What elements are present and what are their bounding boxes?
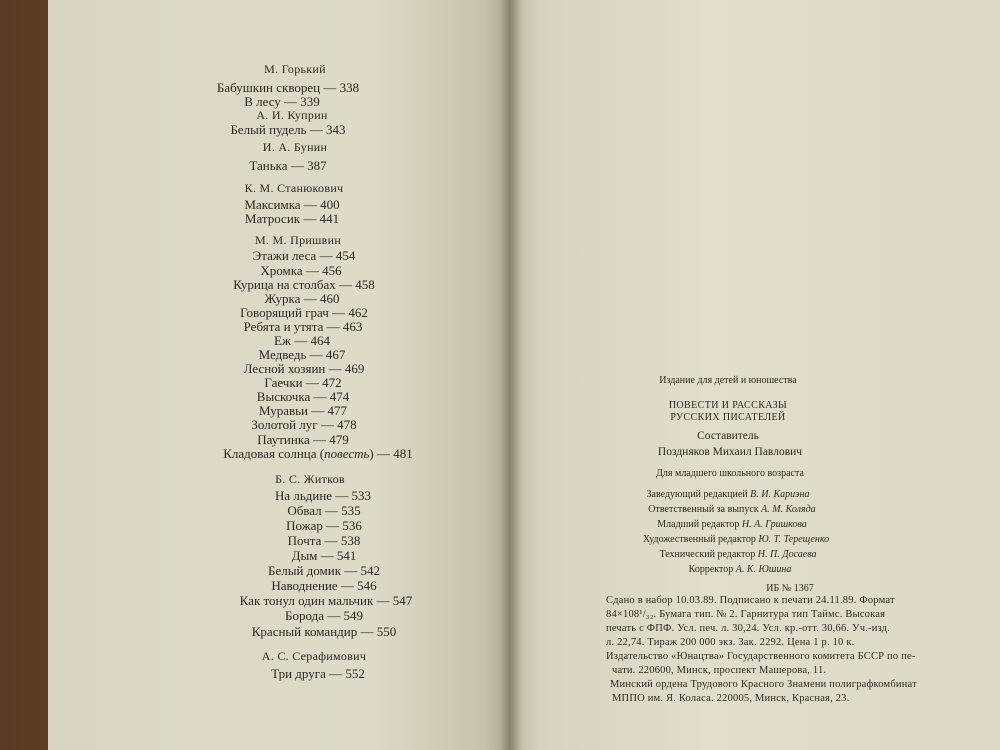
toc-item: Муравьи — 477 [258,403,348,418]
toc-item: Матросик — 441 [244,211,340,226]
staff-role: Художественный редактор [642,534,756,545]
toc-item-suffix: ) — 481 [369,446,413,461]
toc-author: М. М. Пришвин [254,233,342,247]
staff-line [689,564,792,575]
staff-role: Заведующий редакцией [646,489,748,500]
toc-item: Максимка — 400 [244,197,340,212]
toc-item-last [223,446,413,462]
audience: Для младшего школьного возраста [656,468,804,479]
toc-item: Еж — 464 [274,333,330,348]
staff-line [647,489,810,500]
colophon-line: л. 22,74. Тираж 200 000 экз. Зак. 2292. Цена 1 р. 10 к. [606,637,855,648]
colophon-line: Издательство «Юнацтва» Государственного комитета БССР по пе- [606,651,916,662]
toc-author: И. А. Бунин [262,140,328,154]
toc-item: На льдине — 533 [274,488,372,503]
staff-line [660,549,817,560]
toc-item: Говорящий грач — 462 [240,305,368,320]
toc-item: Наводнение — 546 [271,578,377,593]
toc-item: Гаечки — 472 [264,375,342,390]
toc-item: Почта — 538 [287,533,361,548]
toc-item: Журка — 460 [264,291,340,306]
toc-item: Этажи леса — 454 [252,248,356,263]
toc-item: Три друга — 552 [271,666,365,681]
colophon-line: чати. 220600, Минск, проспект Машерова, 11. [612,665,827,676]
toc-item: Белый пудель — 343 [230,122,346,137]
toc-item-prefix: Кладовая солнца ( [223,446,325,461]
staff-name: Н. А. Гришкова [741,519,807,530]
table-of-contents [48,0,510,750]
toc-item: Как тонул один мальчик — 547 [239,593,413,608]
staff-name: Ю. Т. Терещенко [758,534,830,545]
toc-author: А. С. Серафимович [261,649,367,663]
toc-item-italic: повесть [324,446,370,461]
toc-author: М. Горький [264,62,326,76]
toc-item: В лесу — 339 [244,94,320,109]
staff-name: А. К. Юшина [735,564,792,575]
staff-role: Младший редактор [657,519,740,530]
ib-number: ИБ № 1367 [766,583,814,594]
book-title-line2: РУССКИХ ПИСАТЕЛЕЙ [670,412,786,423]
toc-item: Медведь — 467 [258,347,346,362]
toc-item: Пожар — 536 [286,518,362,533]
toc-item: Обвал — 535 [287,503,361,518]
toc-item: Золотой луг — 478 [251,417,357,432]
compiler-label: Составитель [697,430,759,442]
toc-item: Ребята и утята — 463 [243,319,363,334]
staff-role: Ответственный за выпуск [648,504,759,515]
staff-name: В. И. Кариэна [750,489,810,500]
colophon-line: Минский ордена Трудового Красного Знамени полиграфкомбинат [610,679,917,690]
toc-item: Лесной хозяин — 469 [243,361,365,376]
toc-item: Красный командир — 550 [251,624,397,639]
staff-name: Н. П. Досаева [757,549,817,560]
toc-item: Дым — 541 [291,548,357,563]
toc-author: А. И. Куприн [256,108,328,122]
toc-author: К. М. Станюкович [244,181,344,195]
toc-item: Борода — 549 [285,608,363,623]
toc-item: Выскочка — 474 [256,389,350,404]
staff-name: А. М. Коляда [761,504,816,515]
colophon-line: МППО им. Я. Коласа. 220005, Минск, Красная, 23. [612,693,850,704]
open-book [48,0,1000,750]
staff-role: Технический редактор [659,549,756,560]
compiler-name: Поздняков Михаил Павлович [657,446,803,458]
toc-item: Курица на столбах — 458 [233,277,375,292]
colophon-line: печать с ФПФ. Усл. печ. л. 30,24. Усл. кр.-отт. 30,66. Уч.-изд. [606,623,891,634]
toc-item: Белый домик — 542 [267,563,381,578]
staff-line [648,504,815,515]
colophon-line: Сдано в набор 10.03.89. Подписано к печати 24.11.89. Формат [606,595,895,606]
toc-item: Паутинка — 479 [257,432,349,447]
colophon-line: 84×108¹/₃₂. Бумага тип. № 2. Гарнитура тип Таймс. Высокая [606,609,886,620]
publisher-note: Издание для детей и юношества [659,375,797,386]
toc-item: Хромка — 456 [260,263,342,278]
staff-role: Корректор [688,564,734,575]
toc-item: Танька — 387 [249,158,327,173]
staff-line [657,519,806,530]
book-title-line1: ПОВЕСТИ И РАССКАЗЫ [668,400,788,411]
staff-line [643,534,829,545]
toc-author: Б. С. Житков [275,472,345,486]
toc-item: Бабушкин скворец — 338 [216,80,360,95]
